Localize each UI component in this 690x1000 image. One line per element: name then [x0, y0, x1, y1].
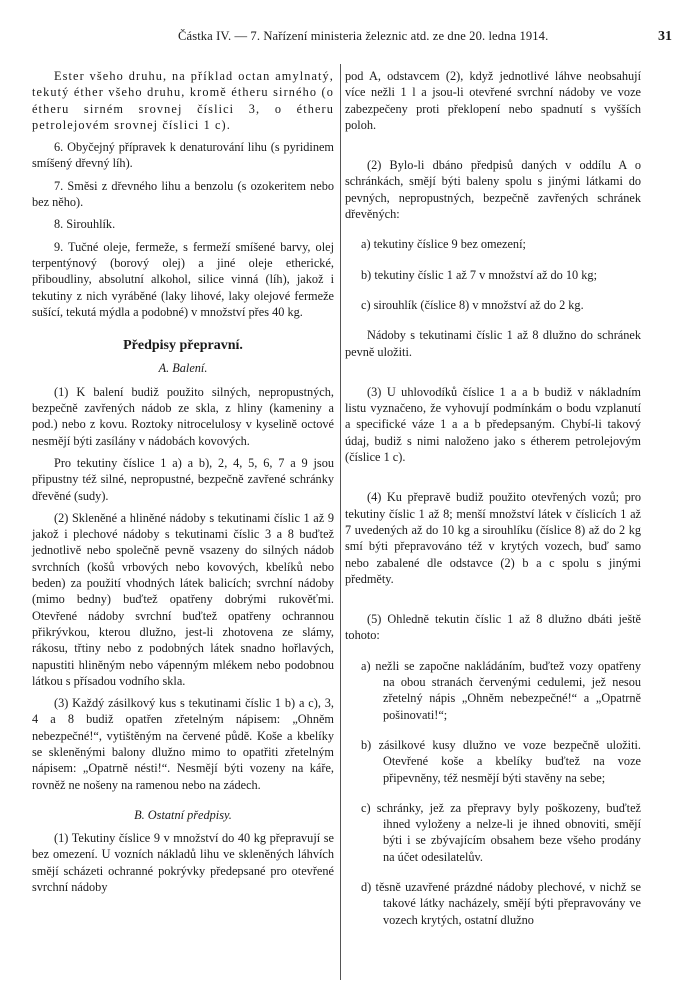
list-item-r5a: a) nežli se započne nakládáním, buďtež vozy opatřeny na obou stranách červenými cedulemi, jež nesou zřetelný nápis „Ohněm nebezpečné!“ a „Opatrně pošinovati!“; — [361, 658, 641, 722]
subsection-b-title: B. Ostatní předpisy. — [134, 807, 232, 822]
paragraph-r5: (5) Ohledně tekutin číslic 1 až 8 dlužno dbáti ještě tohoto: — [345, 612, 641, 643]
list-item-r2a: a) tekutiny číslice 9 bez omezení; — [361, 237, 526, 252]
page-header — [20, 29, 672, 49]
running-header: Částka IV. — 7. Nařízení ministeria železnic atd. ze dne 20. ledna 1914. — [178, 29, 549, 43]
paragraph-item-8: 8. Sirouhlík. — [54, 217, 116, 232]
subsection-a-title: A. Balení. — [158, 361, 208, 376]
paragraph-a3: (3) Každý zásilkový kus s tekutinami číslic 1 b) a c), 3, 4 a 8 budiž opatřen zřetelným nápisem: „Ohněm nebezpečné!“, vytištěným na červené půdě. Koše a kbelíky se skleněnými balony dlužno mimo to opatřiti zřetelným nápisem: „Opatrně nésti!“. Nesmějí býti vozeny na káře, rovněž ne nošeny na ramenou nebo na zádech. — [32, 696, 334, 792]
paragraph-r3: (3) U uhlovodíků číslice 1 a a b budiž v nákladním listu vyznačeno, že vyhovují podmínkám o bodu vzplanutí a specifické váze 1 a a b předepsaným. Chybí-li takový údaj, budiž s nimi naloženo jako s étherem petrolejovým (číslice 1 c). — [345, 384, 641, 465]
list-item-r2b: b) tekutiny číslic 1 až 7 v množství až do 10 kg; — [361, 267, 597, 282]
paragraph-a1b: Pro tekutiny číslice 1 a) a b), 2, 4, 5, 6, 7 a 9 jsou připustny též silné, nepropustné, bezpečně zavřené schránky dřevěné (sudy). — [32, 455, 334, 503]
paragraph-r2: (2) Bylo-li dbáno předpisů daných v oddílu A o schránkách, smějí býti baleny spolu s jinými látkami do pevných, nepropustných, bezpečně zavřených schránek dřevěných: — [345, 158, 641, 222]
section-title: Předpisy přepravní. — [123, 338, 243, 354]
list-item-r5c: c) schránky, jež za přepravy byly poškozeny, buďtež ihned vyloženy a nelze-li je ihned obnoviti, smějí býti i se zbývajícím obsahem beze všeho prodány na účet odesilatelův. — [361, 800, 641, 864]
list-item-r5b: b) zásilkové kusy dlužno ve voze bezpečně uložiti. Otevřené koše a kbelíky buďtež na voze připevněny, též nesmějí býti stavěny na sebe; — [361, 737, 641, 785]
paragraph-a1: (1) K balení budiž použito silných, nepropustných, bezpečně zavřených nádob ze skla, z hliny (kameniny a pod.) nebo z kovu. Roztoky nitrocelulosy v kyselině octové nesmějí býti zasílány v nádobách kovových. — [32, 384, 334, 448]
paragraph-a2: (2) Skleněné a hliněné nádoby s tekutinami číslic 1 až 9 jakož i plechové nádoby s tekutinami číslic 3 a 8 buďtež jednotlivě nebo společně pevně vsazeny do silných nádob svrchních (košů vrbových nebo kovových, kbelíků nebo beden) za použití vhodných látek balicích; svrchní nádoby (mimo bedny) buďtež opatřeny dobrými rukověťmi. Otevřené nádoby svrchní buďtež opatřeny ochrannou přikrývkou, kterou dlužno, jest-li zhotovena ze slámy, rákosu, třtiny nebo z podobných látek snadno hořlavých, napustiti hliněným nebo vápenným mlékem nebo podobnou látkou s přísadou vodního skla. — [32, 510, 334, 688]
paragraph-item-9: 9. Tučné oleje, fermeže, s fermeží smíšené barvy, olej terpentýnový (borový olej) a jiné oleje etherické, přiboudliny, absolutní alkohol, silice vinná (líh), jakož i tekutiny z nich vyráběné (laky lihové, laky olejové fermeže sušící, tekutá mýdla a podobné) v množství přes 40 kg. — [32, 239, 334, 319]
paragraph-r2-end: Nádoby s tekutinami číslic 1 až 8 dlužno do schránek pevně uložiti. — [345, 328, 641, 359]
paragraph-item-7: 7. Směsi z dřevného lihu a benzolu (s ozokeritem nebo bez něho). — [32, 178, 334, 210]
left-column — [32, 68, 334, 895]
paragraph-ester: Ester všeho druhu, na příklad octan amylnatý, tekutý éther všeho druhu, kromě étheru sirného (o étheru sirném srovnej číslici 3, o étheru petrolejovém srovnej číslici 1 c). — [32, 69, 334, 132]
page-number: 31 — [658, 29, 672, 44]
right-column — [345, 68, 641, 928]
column-divider — [340, 64, 341, 980]
paragraph-item-6: 6. Obyčejný přípravek k denaturování lihu (s pyridinem smíšený dřevný líh). — [32, 140, 334, 171]
paragraph-continuation: pod A, odstavcem (2), když jednotlivé láhve neobsahují více nežli 1 l a jsou-li otevřené svrchní nádoby ve voze zabezpečeny proti překlopení nebo spadnutí s vyšších poloh. — [345, 69, 641, 132]
paragraph-r4: (4) Ku přepravě budiž použito otevřených vozů; pro tekutiny číslic 1 až 8; menší množství látek v číslicích 1 až 7 uvedených až do 10 kg a sirouhlíku (číslice 8) až do 2 kg smí býti přepravováno též v krytých vozech, buď samo nebo zabalené dle odstavce (2) b a c spolu s jinými předměty. — [345, 490, 641, 586]
list-item-r2c: c) sirouhlík (číslice 8) v množství až do 2 kg. — [361, 297, 584, 312]
paragraph-b1: (1) Tekutiny číslice 9 v množství do 40 kg přepravují se bez omezení. U vozních nákladů lihu ve skleněných láhvích smějí scházeti ochranné pokrývky předepsané pro otevřené svrchní nádoby — [32, 831, 334, 895]
list-item-r5d: d) těsně uzavřené prázdné nádoby plechové, v nichž se takové látky nacházely, smějí býti přepravovány ve vozech krytých, ostatní dlužno — [361, 879, 641, 927]
